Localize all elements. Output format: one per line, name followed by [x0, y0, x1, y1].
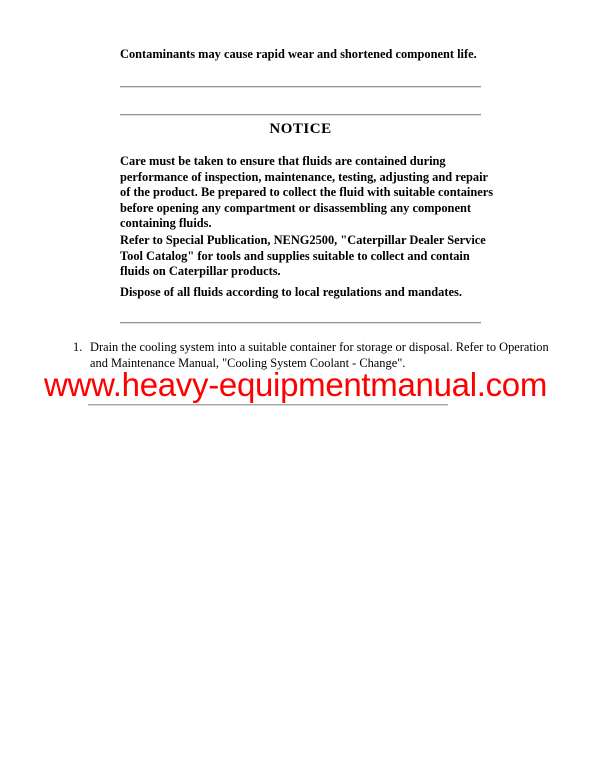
notice-paragraph-line: containing fluids.: [120, 216, 212, 230]
notice-paragraph-2: [120, 233, 485, 280]
notice-paragraph-1: [120, 154, 494, 232]
notice-paragraph-line: Refer to Special Publication, NENG2500, "Caterpillar Dealer Service: [120, 233, 486, 247]
step-text-line: and Maintenance Manual, "Cooling System Coolant - Change".: [90, 355, 406, 370]
watermark-text: www.heavy-equipmentmanual.com: [44, 366, 548, 403]
step-number: 1.: [73, 340, 83, 354]
notice-paragraph-line: fluids on Caterpillar products.: [120, 264, 281, 278]
notice-heading: NOTICE: [269, 121, 332, 137]
notice-paragraph-line: Care must be taken to ensure that fluids are contained during: [120, 154, 446, 168]
horizontal-rule-2: [120, 114, 481, 115]
warning-statement: [120, 47, 485, 63]
horizontal-rule-3: [120, 322, 481, 323]
watermark-underline: [88, 404, 448, 405]
notice-paragraph-line: of the product. Be prepared to collect the fluid with suitable containers: [120, 185, 494, 199]
notice-paragraph-line: Tool Catalog" for tools and supplies suitable to collect and contain: [120, 248, 470, 263]
warning-statement-line: Contaminants may cause rapid wear and shortened component life.: [120, 47, 477, 61]
notice-paragraph-line: before opening any compartment or disassembling any component: [120, 200, 471, 215]
horizontal-rule-1: [120, 86, 481, 87]
step-text-line: Drain the cooling system into a suitable container for storage or disposal. Refer to Operation: [90, 340, 549, 354]
notice-paragraph-line: Dispose of all fluids according to local regulations and mandates.: [120, 285, 462, 299]
notice-paragraph-3: [120, 285, 485, 301]
notice-paragraph-line: performance of inspection, maintenance, testing, adjusting and repair: [120, 169, 489, 184]
